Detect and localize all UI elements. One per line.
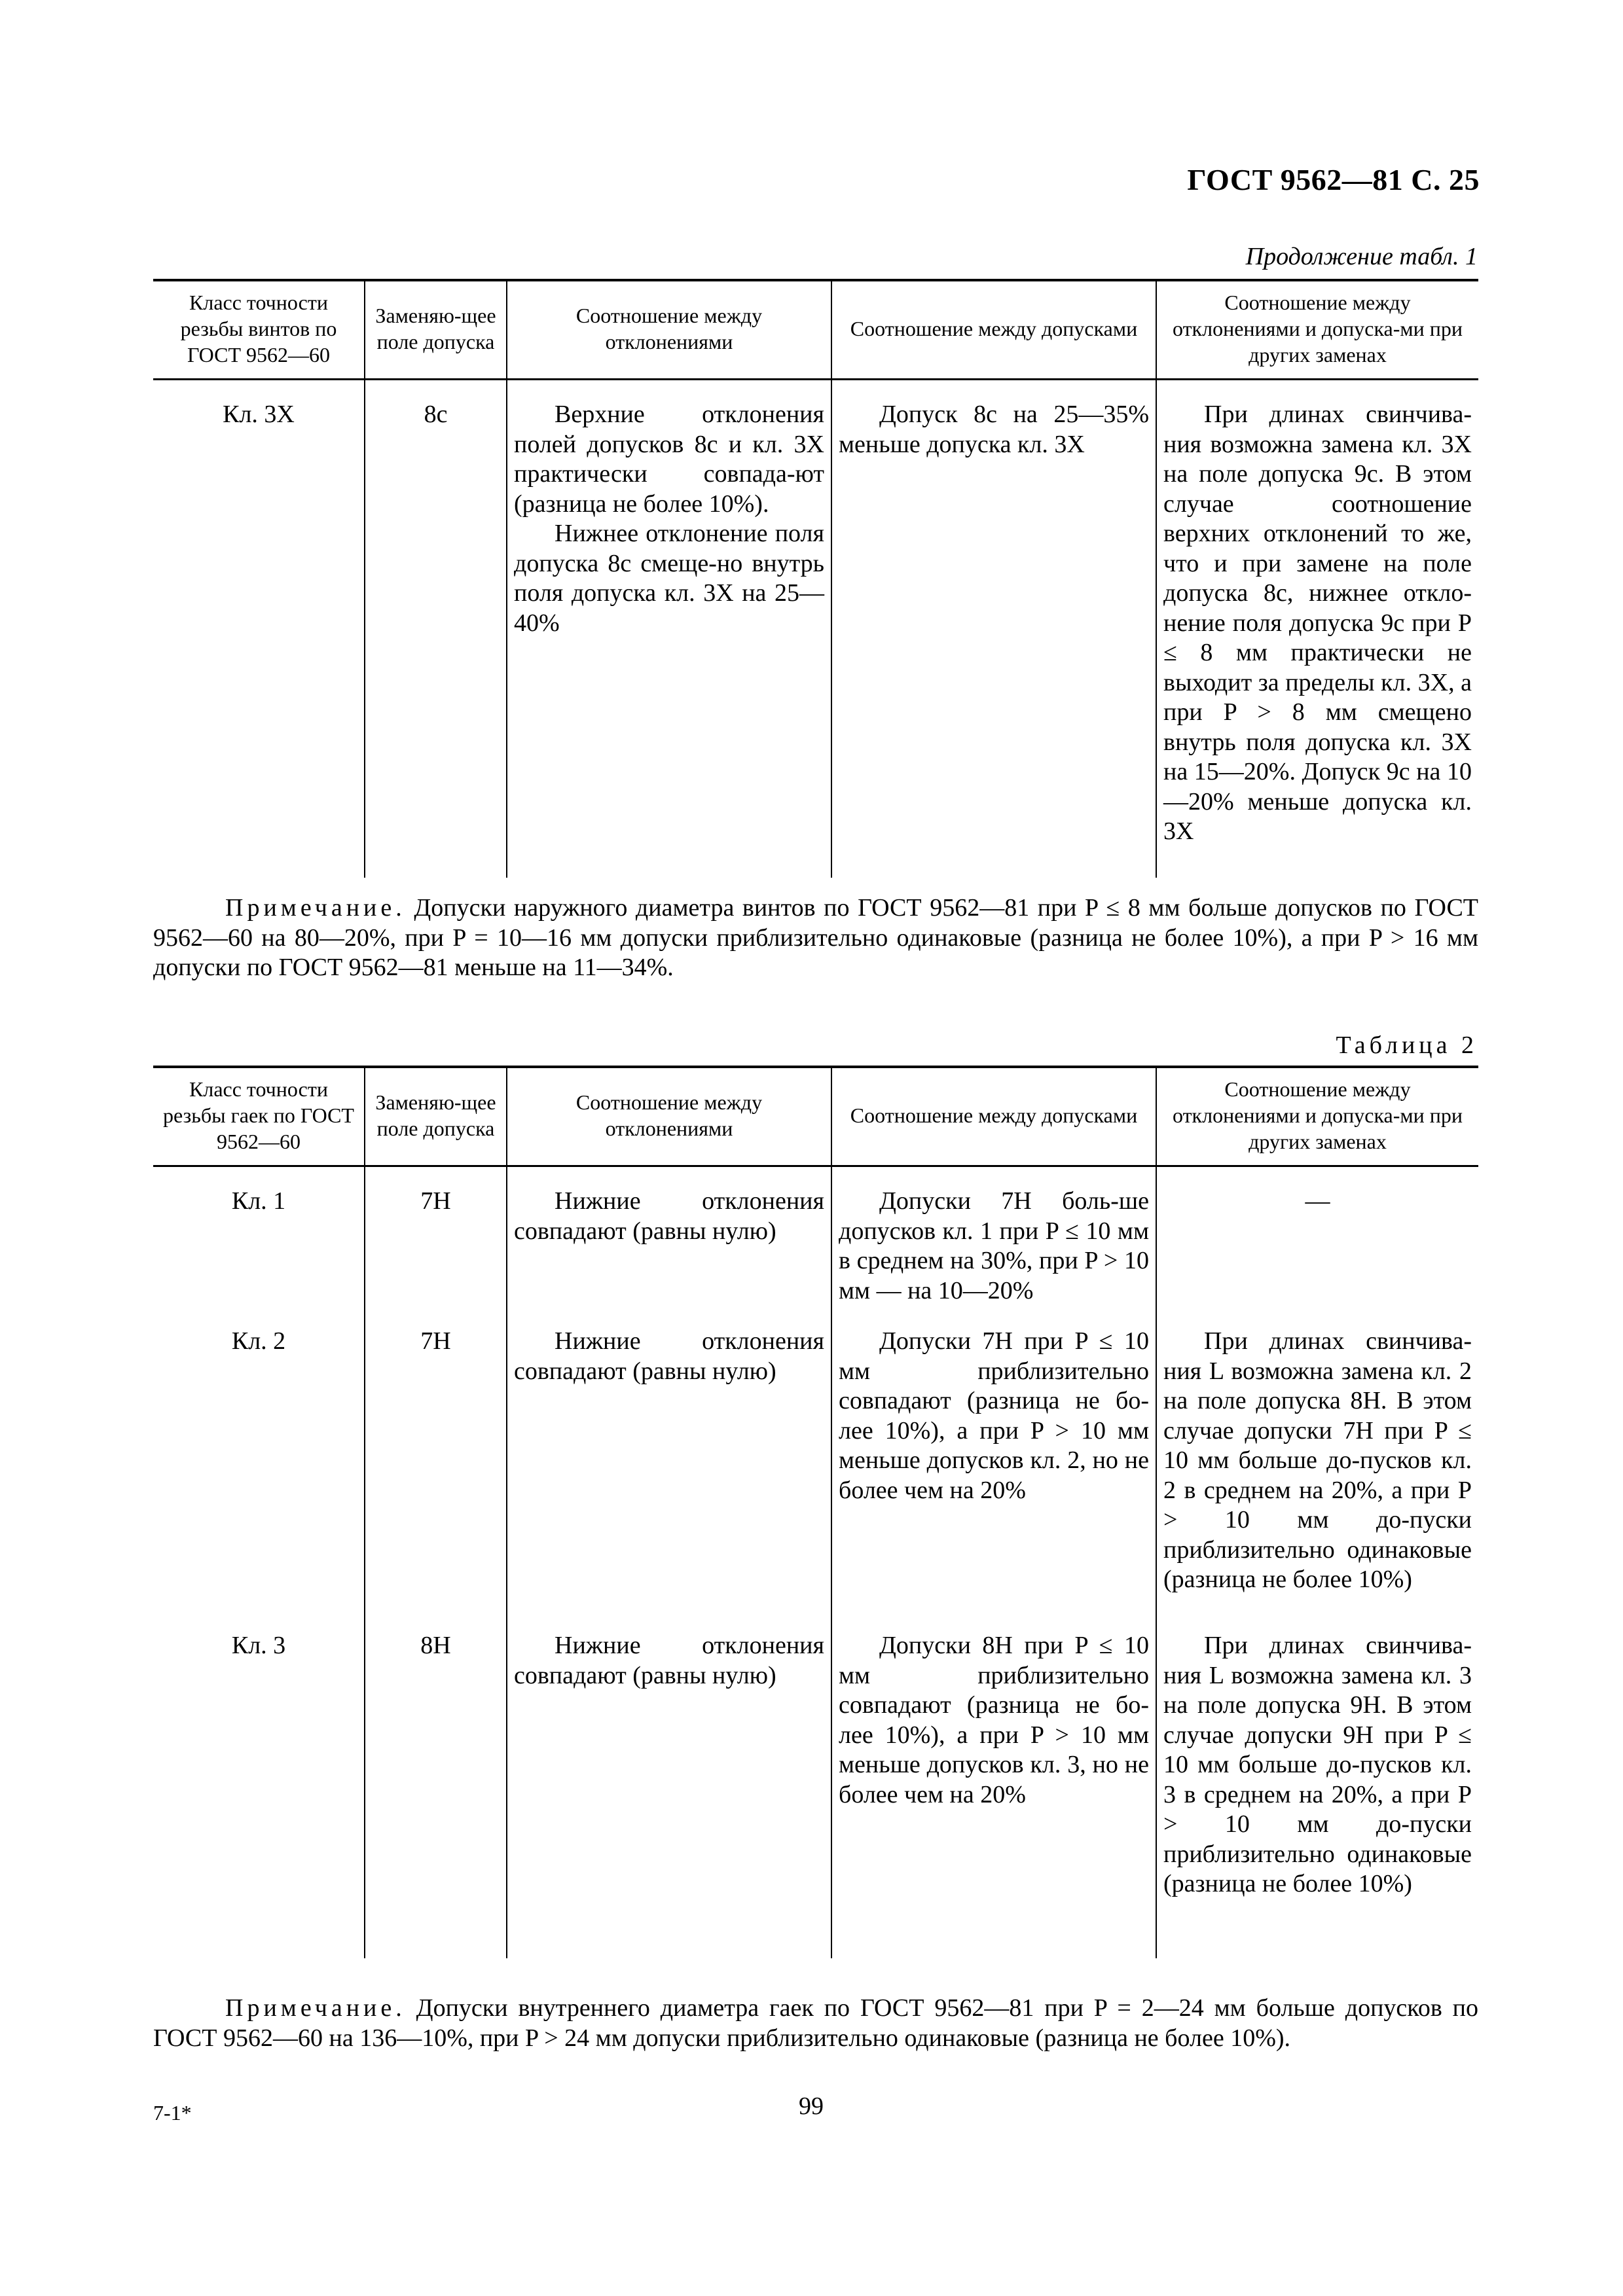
table-row (153, 1187, 1478, 1327)
cell-tolerances-text: Допуски 7Н боль-ше допусков кл. 1 при P ≤ 10 мм в среднем на 30%, при P > 10 мм — на 10—20% (839, 1187, 1149, 1304)
cell-other (1156, 1327, 1478, 1631)
cell-class: Кл. 2 (231, 1327, 286, 1355)
cell-deviations (507, 400, 831, 878)
table2-caption: Таблица 2 (1336, 1031, 1478, 1059)
cell-field: 7Н (365, 1187, 507, 1327)
table2-col-field: Заменяю-щее поле допуска (365, 1067, 507, 1166)
note-label: Примечание. (225, 1994, 406, 2022)
note-label: Примечание. (225, 894, 406, 922)
cell-other-text: При длинах свинчива-ния L возможна замена кл. 3 на поле допуска 9Н. В этом случае допуски 9Н при P ≤ 10 мм больше до-пусков кл. 3 в среднем на 20%, а при P > 10 мм до-пуски приблизительно одинаковые (разница не более 10%) (1163, 1632, 1472, 1897)
table2 (153, 1066, 1478, 1958)
table-row (153, 400, 1478, 878)
table1-caption: Продолжение табл. 1 (1245, 243, 1478, 270)
cell-deviations-text: Нижние отклонения совпадают (равны нулю) (514, 1632, 824, 1689)
table1-col-class: Класс точности резьбы винтов по ГОСТ 9562—60 (153, 280, 365, 380)
table2-col-class: Класс точности резьбы гаек по ГОСТ 9562—60 (153, 1067, 365, 1166)
cell-deviations-text: Нижние отклонения совпадают (равны нулю) (514, 1187, 824, 1245)
table-row (153, 1631, 1478, 1958)
cell-other: — (1156, 1187, 1478, 1327)
cell-other (1156, 400, 1478, 878)
table2-col-other: Соотношение между отклонениями и допуска-ми при других заменах (1156, 1067, 1478, 1166)
cell-other (1156, 1631, 1478, 1958)
table1-col-other: Соотношение между отклонениями и допуска-ми при других заменах (1156, 280, 1478, 380)
table2-spacer-row (153, 1166, 1478, 1187)
cell-other-text: При длинах свинчива-ния L возможна замена кл. 2 на поле допуска 8Н. В этом случае допуски 7Н при P ≤ 10 мм больше до-пусков кл. 2 в среднем на 20%, а при P > 10 мм до-пуски приблизительно одинаковые (разница не более 10%) (1163, 1327, 1472, 1593)
cell-tolerances-text: Допуски 8Н при P ≤ 10 мм приблизительно совпадают (разница не бо-лее 10%), а при P > 10 мм меньше допусков кл. 3, но не более чем на 20% (839, 1632, 1149, 1808)
cell-deviations-p2: Нижнее отклонение поля допуска 8с смеще-но внутрь поля допуска кл. 3Х на 25—40% (514, 520, 824, 637)
cell-class: Кл. 1 (231, 1187, 286, 1215)
footer-mark: 7-1* (153, 2101, 192, 2125)
table1-col-tolerances: Соотношение между допусками (831, 280, 1156, 380)
table1-col-field: Заменяю-щее поле допуска (365, 280, 507, 380)
table1-header-row (153, 280, 1478, 380)
cell-deviations (507, 1187, 831, 1327)
cell-class: Кл. 3Х (223, 401, 295, 428)
table2-col-deviations: Соотношение между отклонениями (507, 1067, 831, 1166)
cell-tolerances-text: Допуск 8с на 25—35% меньше допуска кл. 3Х (839, 401, 1149, 458)
cell-class: Кл. 3 (231, 1632, 286, 1659)
note-text: Допуски внутреннего диаметра гаек по ГОСТ 9562—81 при P = 2—24 мм больше допусков по ГОСТ 9562—60 на 136—10%, при P > 24 мм допуски приблизительно одинаковые (разница не более 10%). (153, 1994, 1479, 2052)
cell-tolerances-text: Допуски 7Н при P ≤ 10 мм приблизительно совпадают (разница не бо-лее 10%), а при P > 10 мм меньше допусков кл. 2, но не более чем на 20% (839, 1327, 1149, 1504)
table-row (153, 1327, 1478, 1631)
cell-other-text: При длинах свинчива-ния возможна замена кл. 3Х на поле допуска 9с. В этом случае соотношение верхних отклонений то же, что и при замене на поле допуска 8с, нижнее откло-нение поля допуска 9с при P ≤ 8 мм практически не выходит за пределы кл. 3Х, а при P > 8 мм смещено внутрь поля допуска кл. 3Х на 15—20%. Допуск 9с на 10—20% меньше допуска кл. 3Х (1163, 401, 1472, 845)
table2-note (153, 1994, 1478, 2053)
table2-header-row (153, 1067, 1478, 1166)
cell-tolerances (831, 1187, 1156, 1327)
cell-field: 8Н (365, 1631, 507, 1958)
note-text: Допуски наружного диаметра винтов по ГОСТ 9562—81 при P ≤ 8 мм больше допусков по ГОСТ 9562—60 на 80—20%, при P = 10—16 мм допуски приблизительно одинаковые (разница не более 10%), а при P > 16 мм допуски по ГОСТ 9562—81 меньше на 11—34%. (153, 894, 1479, 981)
table1-spacer-row (153, 380, 1478, 401)
cell-field: 7Н (365, 1327, 507, 1631)
table1-note (153, 893, 1478, 983)
cell-field: 8с (365, 400, 507, 878)
cell-deviations-text: Нижние отклонения совпадают (равны нулю) (514, 1327, 824, 1385)
cell-tolerances (831, 1327, 1156, 1631)
cell-deviations-p1: Верхние отклонения полей допусков 8с и кл. 3Х практически совпада-ют (разница не более 10%). (514, 401, 824, 518)
table1 (153, 279, 1478, 878)
cell-tolerances (831, 1631, 1156, 1958)
cell-tolerances (831, 400, 1156, 878)
table2-col-tolerances: Соотношение между допусками (831, 1067, 1156, 1166)
page-header: ГОСТ 9562—81 С. 25 (1187, 163, 1480, 196)
cell-deviations (507, 1631, 831, 1958)
table1-col-deviations: Соотношение между отклонениями (507, 280, 831, 380)
page-number: 99 (799, 2092, 824, 2120)
cell-deviations (507, 1327, 831, 1631)
